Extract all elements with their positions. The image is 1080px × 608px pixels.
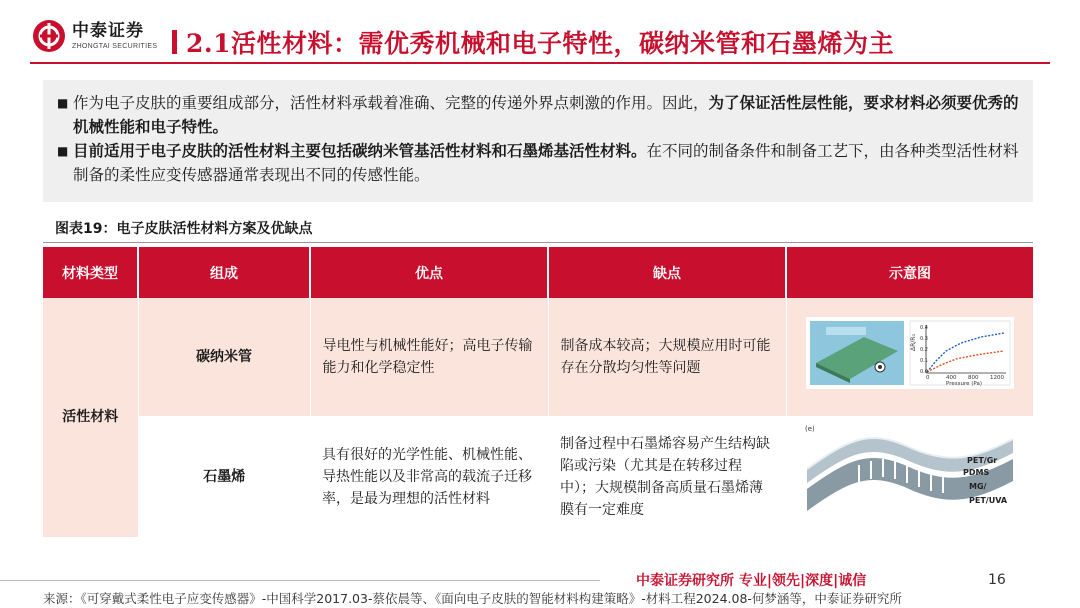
pros-cell: 导电性与机械性能好；高电子传输能力和化学稳定性	[310, 298, 548, 416]
layer-label: PET/UVA	[968, 496, 1007, 506]
header-pros: 优点	[310, 247, 548, 298]
panel-label: (e)	[804, 425, 815, 434]
slide-title: 2.1活性材料：需优秀机械和电子特性，碳纳米管和石墨烯为主	[186, 29, 894, 58]
bullet-square-icon: ■	[57, 96, 69, 110]
header-diagram: 示意图	[786, 247, 1033, 298]
bullet-square-icon: ■	[57, 144, 69, 158]
materials-table	[43, 247, 1034, 538]
diagram-cell	[786, 416, 1033, 537]
cons-cell: 制备过程中石墨烯容易产生结构缺陷或污染（尤其是在转移过程中）；大规模制备高质量石墨烯薄膜有一定难度	[548, 416, 786, 537]
graphene-sensor-diagram	[799, 419, 1021, 527]
bullet-1-text: 作为电子皮肤的重要组成部分，活性材料承载着准确、完整的传递外界点刺激的作用。因此，	[73, 94, 709, 112]
table-row	[43, 298, 1033, 416]
diagram-cell	[786, 298, 1033, 416]
composition-cell: 石墨烯	[138, 416, 310, 537]
table-row	[43, 416, 1033, 537]
cons-cell: 制备成本较高；大规模应用时可能存在分散均匀性等问题	[548, 298, 786, 416]
summary-box	[43, 80, 1033, 202]
composition-cell: 碳纳米管	[138, 298, 310, 416]
plot-y-tick: 0.1	[919, 358, 928, 365]
summary-bullet-2	[57, 139, 1023, 187]
layer-label: PET/Gr	[966, 456, 997, 466]
plot-x-label: Pressure (Pa)	[945, 381, 982, 388]
logo-chinese-name: 中泰证券	[72, 20, 144, 41]
table-header-row	[43, 247, 1033, 298]
header-divider	[30, 62, 1050, 64]
material-type-cell: 活性材料	[43, 298, 138, 537]
zhongtai-logo-icon	[32, 19, 66, 53]
logo-english-name: ZHONGTAI SECURITIES	[72, 42, 158, 50]
plot-y-tick: 0.3	[919, 336, 928, 343]
header-material-type: 材料类型	[43, 247, 138, 298]
plot-x-tick: 400	[945, 375, 956, 382]
bullet-2-text: 在不同的制备条件和制备工艺下，由各种类型活性材料制备的柔性应变传感器通常表现出不同的传感性能。	[73, 142, 1019, 184]
caption-divider	[43, 242, 1033, 243]
page-number: 16	[988, 572, 1006, 588]
source-note: 来源：《可穿戴式柔性电子应变传感器》-中国科学2017.03-蔡依晨等、《面向电子皮肤的智能材料构建策略》-材料工程2024.08-何梦涵等，中泰证券研究所	[43, 591, 902, 606]
pros-cell: 具有很好的光学性能、机械性能、导热性能以及非常高的载流子迁移率，是最为理想的活性材料	[310, 416, 548, 537]
layer-label: PDMS	[962, 468, 989, 478]
bullet-2-bold: 目前适用于电子皮肤的活性材料主要包括碳纳米管基活性材料和石墨烯基活性材料。	[73, 142, 647, 160]
plot-x-tick: 800	[967, 375, 978, 382]
figure-caption: 图表19：电子皮肤活性材料方案及优缺点	[55, 221, 313, 237]
plot-y-tick: 0.2	[919, 347, 928, 354]
plot-x-tick: 0	[925, 375, 929, 382]
company-logo	[32, 19, 157, 53]
cnt-sensor-diagram	[806, 317, 1014, 389]
title-accent-bar	[172, 30, 177, 54]
summary-bullet-1	[57, 91, 1023, 139]
plot-x-tick: 1200	[989, 375, 1004, 382]
footer-divider	[0, 580, 600, 581]
bullet-1-bold: 为了保证活性层性能，要求材料必须要优秀的机械性能和电子特性。	[73, 94, 1019, 136]
header-composition: 组成	[138, 247, 310, 298]
header-cons: 缺点	[548, 247, 786, 298]
plot-y-tick: 0.4	[919, 325, 928, 332]
footer-brand: 中泰证券研究所 专业|领先|深度|诚信	[636, 573, 867, 589]
plot-y-tick: 0.0	[919, 369, 928, 376]
layer-label: MG/	[968, 482, 986, 492]
plot-y-label: ΔR/R₀	[909, 334, 917, 352]
